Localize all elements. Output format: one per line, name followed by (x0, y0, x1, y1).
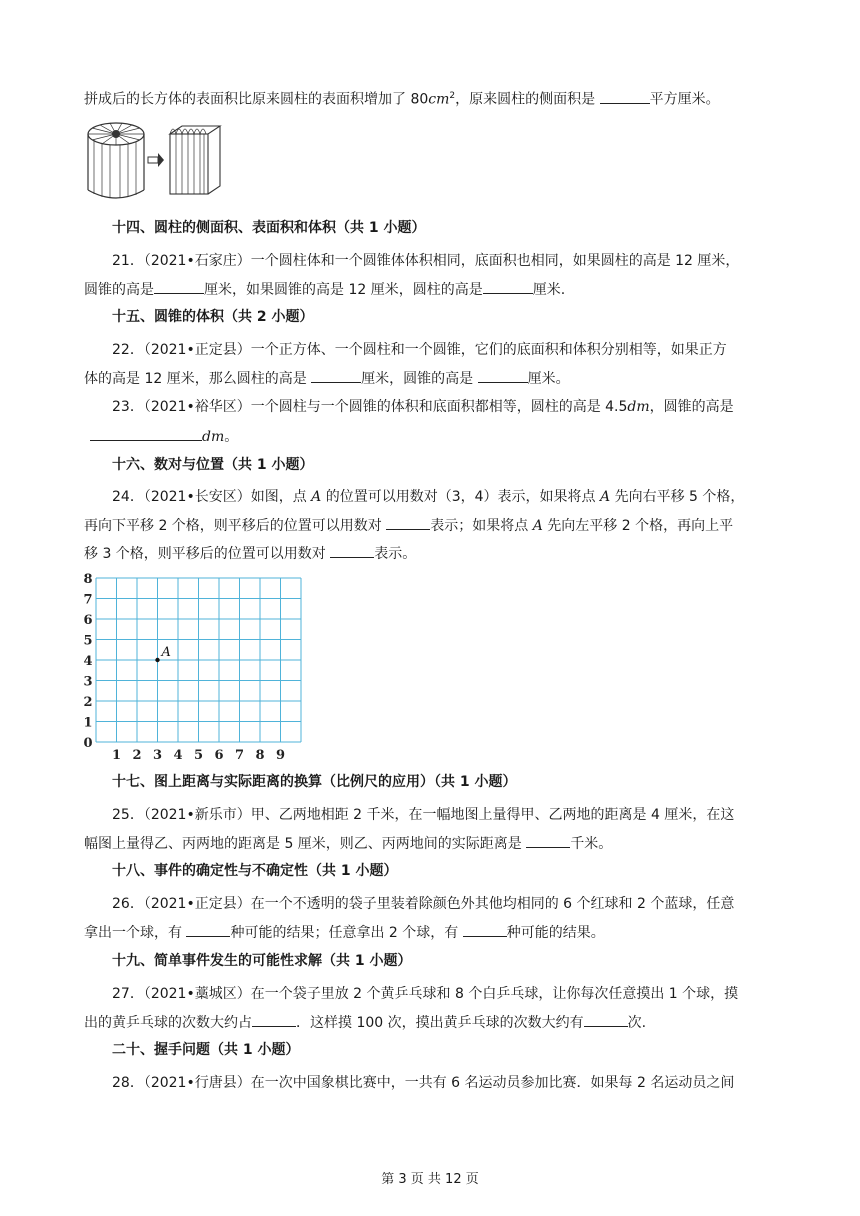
q21-line2 (84, 279, 565, 300)
x-tick-label: 8 (255, 748, 265, 763)
q24-text-f: 先向左平移 2 个格，再向上平 (542, 518, 734, 534)
intro-text-a: 拼成后的长方体的表面积比原来圆柱的表面积增加了 80 (84, 91, 429, 108)
q22-text-c: 厘米。 (527, 371, 570, 387)
q23-text-a: 23．（2021•裕华区）一个圆柱与一个圆锥的体积和底面积都相等，圆柱的高是 4.5 (112, 399, 628, 415)
section-heading: 十七、图上距离与实际距离的换算（比例尺的应用）（共 1 小题） (112, 774, 517, 790)
x-tick-label: 3 (152, 748, 163, 763)
answer-blank[interactable] (330, 543, 374, 558)
x-tick-label: 6 (214, 748, 224, 763)
q23-line2 (84, 426, 238, 447)
q26-line1: 26．（2021•正定县）在一个不透明的袋子里装着除颜色外其他均相同的 6 个红球和 2 个蓝球，任意 (112, 896, 735, 912)
answer-blank[interactable] (90, 426, 202, 441)
point-a-label: A (161, 645, 171, 660)
cylinder-to-cuboid-figure (84, 120, 224, 202)
unit-dm: dm (202, 429, 225, 445)
answer-blank[interactable] (584, 1012, 628, 1027)
section-heading: 十四、圆柱的侧面积、表面积和体积（共 1 小题） (112, 220, 426, 236)
q26-text-a: 拿出一个球，有 (84, 925, 187, 941)
y-tick-label: 1 (83, 715, 93, 731)
q25-line1: 25．（2021•新乐市）甲、乙两地相距 2 千米，在一幅地图上量得甲、乙两地的距离是 4 厘米，在这 (112, 807, 735, 823)
answer-blank[interactable] (386, 515, 430, 530)
q24-text-g: 移 3 个格，则平移后的位置可以用数对 (84, 546, 331, 562)
section-heading: 十六、数对与位置（共 1 小题） (112, 457, 314, 473)
q27-text-c: 次. (627, 1015, 647, 1031)
page-footer: 第 3 页 共 12 页 (381, 1172, 479, 1187)
q26-text-b: 种可能的结果；任意拿出 2 个球，有 (230, 925, 463, 941)
grid-lines (96, 578, 301, 742)
section-heading: 十九、简单事件发生的可能性求解（共 1 小题） (112, 953, 412, 969)
answer-blank[interactable] (600, 89, 650, 104)
q25-text-a: 幅图上量得乙、丙两地的距离是 5 厘米，则乙、丙两地间的实际距离是 (84, 836, 527, 852)
x-tick-label: 9 (275, 748, 286, 763)
q23-line1 (112, 397, 734, 417)
y-tick-label: 5 (83, 633, 93, 649)
q21-text-a: 圆锥的高是 (84, 282, 154, 298)
point-a (155, 658, 159, 662)
q22-text-a: 体的高是 12 厘米，那么圆柱的高是 (84, 371, 312, 387)
coordinate-grid (82, 572, 286, 763)
q27-line2 (84, 1012, 646, 1033)
unit-sup: 2 (449, 91, 456, 101)
q26-line2 (84, 922, 605, 943)
y-tick-label: 6 (83, 613, 93, 628)
q24-text-h: 表示。 (374, 546, 417, 562)
q25-line2 (84, 833, 612, 854)
q25-text-b: 千米。 (570, 836, 613, 852)
intro-line (84, 86, 720, 110)
q26-text-c: 种可能的结果。 (506, 925, 605, 941)
point-a-ref: A (532, 518, 543, 534)
q27-text-b: ．这样摸 100 次，摸出黄乒乓球的次数大约有 (296, 1015, 584, 1031)
q22-text-b: 厘米，圆锥的高是 (361, 371, 478, 387)
answer-blank[interactable] (311, 368, 361, 383)
section-heading: 二十、握手问题（共 1 小题） (112, 1042, 300, 1058)
answer-blank[interactable] (252, 1012, 296, 1027)
section-heading: 十八、事件的确定性与不确定性（共 1 小题） (112, 863, 398, 879)
q21-line1: 21．（2021•石家庄）一个圆柱体和一个圆锥体体积相同，底面积也相同，如果圆柱的高是 12 厘米， (112, 253, 740, 269)
q23-text-end: 。 (224, 429, 239, 445)
y-tick-label: 4 (83, 654, 93, 669)
q27-text-a: 出的黄乒乓球的次数大约占 (84, 1015, 252, 1031)
q24-text-d: 再向下平移 2 个格，则平移后的位置可以用数对 (84, 518, 387, 534)
q24-line1 (112, 487, 744, 507)
x-tick-label: 7 (234, 748, 245, 763)
intro-text-c: 平方厘米。 (649, 91, 720, 108)
y-tick-label: 8 (83, 572, 93, 587)
q24-text-a: 24．（2021•长安区）如图，点 (112, 489, 312, 505)
q21-text-b: 厘米，如果圆锥的高是 12 厘米，圆柱的高是 (204, 282, 483, 298)
answer-blank[interactable] (478, 368, 528, 383)
x-tick-label: 1 (111, 748, 122, 763)
answer-blank[interactable] (463, 922, 507, 937)
answer-blank[interactable] (483, 279, 533, 294)
answer-blank[interactable] (526, 833, 570, 848)
q23-text-b: ，圆锥的高是 (649, 399, 734, 415)
q24-line3 (84, 543, 416, 564)
point-a-ref: A (311, 489, 322, 505)
unit-cm: cm (428, 91, 450, 108)
q22-line1: 22．（2021•正定县）一个正方体、一个圆柱和一个圆锥，它们的底面积和体积分别相等，如果正方 (112, 342, 727, 358)
q28-line1: 28．（2021•行唐县）在一次中国象棋比赛中，一共有 6 名运动员参加比赛．如果每 2 名运动员之间 (112, 1075, 735, 1091)
point-a-ref: A (600, 489, 611, 505)
y-tick-label: 0 (83, 736, 93, 751)
q24-line2 (84, 515, 733, 536)
x-tick-label: 2 (132, 748, 142, 763)
q24-text-e: 表示；如果将点 (430, 518, 533, 534)
y-tick-label: 7 (83, 592, 93, 608)
y-tick-label: 2 (83, 695, 93, 710)
intro-text-b: ，原来圆柱的侧面积是 (455, 91, 600, 108)
x-tick-label: 4 (173, 748, 183, 763)
unit-dm: dm (627, 399, 650, 415)
q24-text-c: 先向右平移 5 个格， (610, 489, 745, 505)
q24-text-b: 的位置可以用数对（3，4）表示，如果将点 (321, 489, 600, 505)
answer-blank[interactable] (186, 922, 230, 937)
answer-blank[interactable] (154, 279, 204, 294)
q27-line1: 27．（2021•藁城区）在一个袋子里放 2 个黄乒乓球和 8 个白乒乓球，让你每次任意摸出 1 个球，摸 (112, 986, 739, 1002)
q22-line2 (84, 368, 570, 389)
grid-labels (83, 572, 285, 763)
section-heading: 十五、圆锥的体积（共 2 小题） (112, 309, 314, 325)
q21-text-c: 厘米. (532, 282, 566, 298)
y-tick-label: 3 (83, 674, 93, 690)
x-tick-label: 5 (193, 748, 204, 763)
